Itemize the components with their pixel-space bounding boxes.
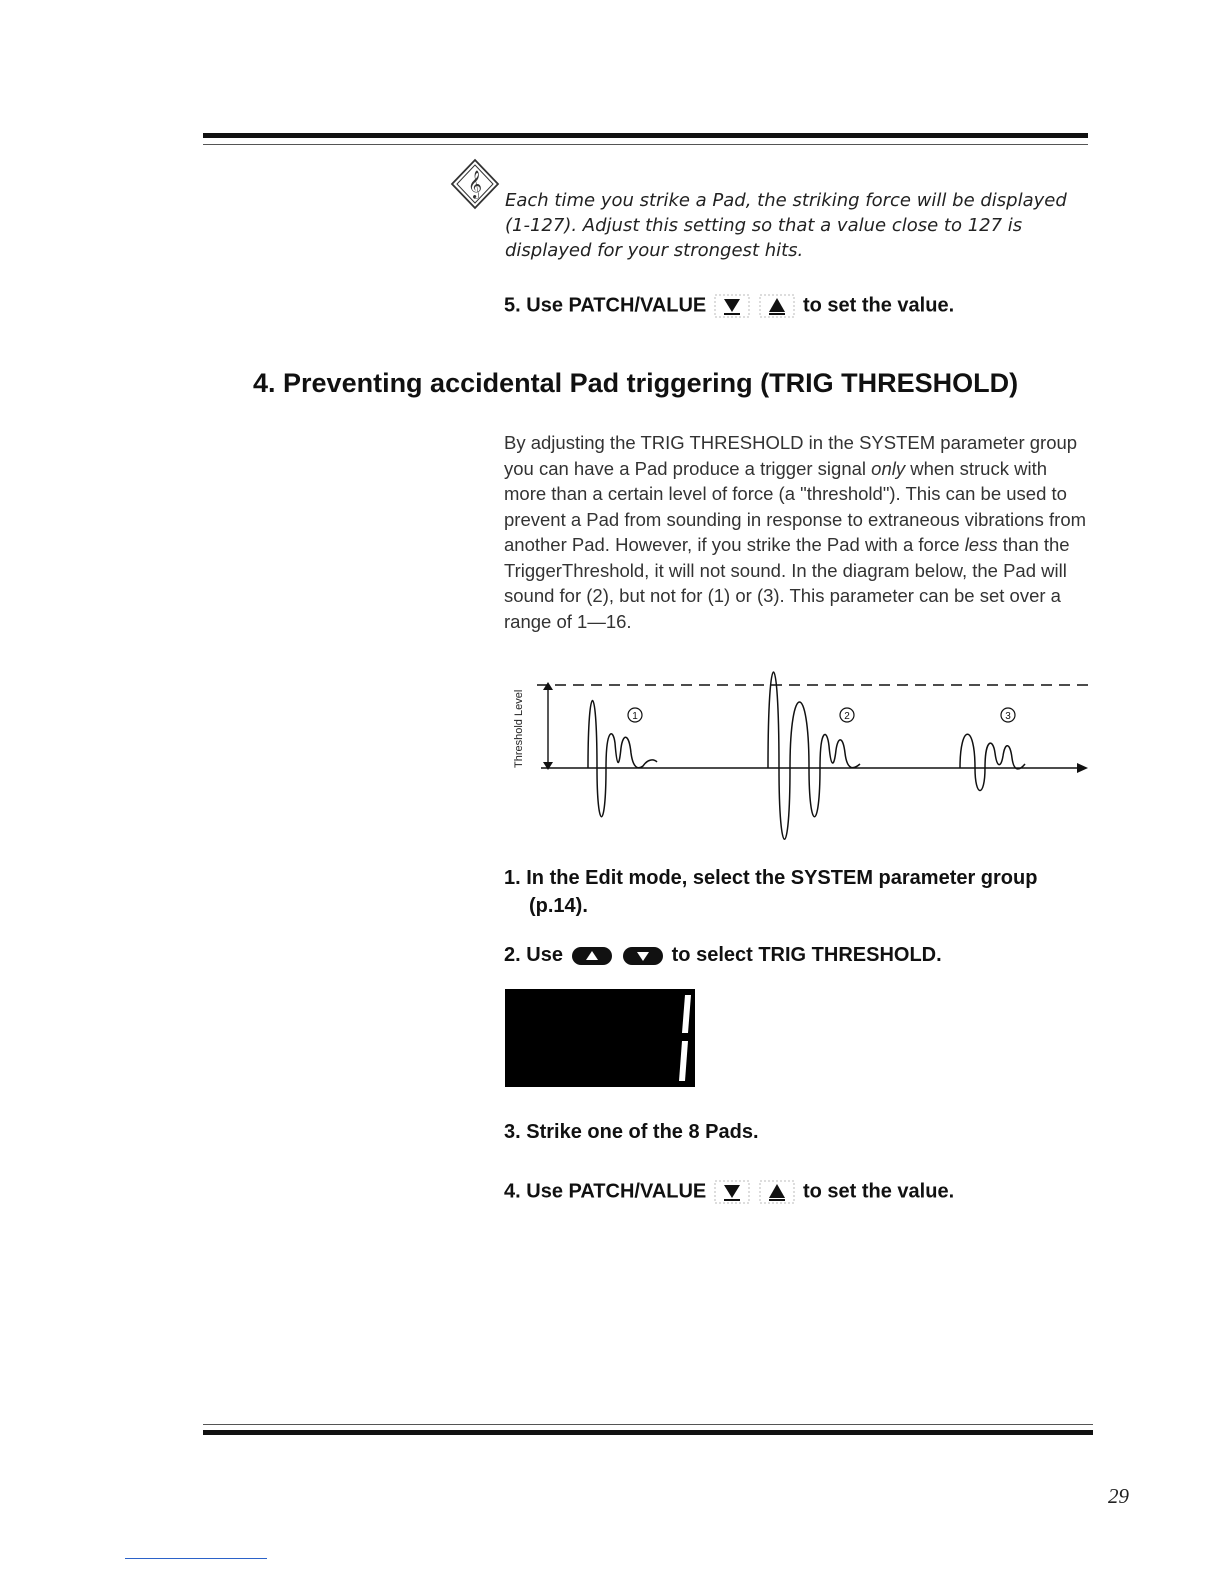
threshold-diagram [505,658,1095,850]
value-down-key-icon [714,294,750,318]
lcd-value [695,989,696,990]
note-line-1: Each time you strike a Pad, the striking force will be displayed [505,190,1067,211]
baseline-arrowhead [1077,763,1088,773]
note-line-2: (1-127). Adjust this setting so that a value close to 127 is [505,215,1023,236]
bottom-rule-thin [203,1424,1093,1425]
body-text-2: when struck with more than a certain level of force (a "threshold"). This can be used to prevent a Pad from sounding in response to extraneous vibrations from another Pad. However, if you strike the Pad with a force [504,457,1087,555]
note-text [505,188,1095,263]
value-up-key-icon [759,294,795,318]
step-2-suffix: to select TRIG THRESHOLD. [671,944,942,966]
diagram-axis-label: Threshold Level [513,689,525,768]
step-1-line-2: (p.14). [529,895,588,917]
marker-2: 2 [844,711,850,722]
marker-1: 1 [632,711,638,722]
body-emphasis-only: only [871,457,906,479]
waveform-2 [768,672,860,839]
value-up-key-icon [759,1180,795,1204]
body-emphasis-less: less [964,534,998,555]
step-1-number: 1. [504,867,521,889]
step-4-prefix: Use PATCH/VALUE [526,1180,707,1203]
step-1 [504,864,1037,920]
top-rule-thin [203,144,1088,145]
body-text-3: than the TriggerThreshold, it will not sound. In the diagram below, the Pad will sound for (2), but not for (1) or (3). This parameter can be set over a range of 1—16. [504,534,1070,632]
value-down-key-icon [714,1180,750,1204]
waveform-1 [588,701,657,817]
section-heading: 4. Preventing accidental Pad triggering (TRIG THRESHOLD) [253,368,1019,398]
step-2-number: 2. [504,944,521,966]
step-2 [504,944,942,967]
step-5-suffix: to set the value. [802,294,955,317]
top-rule [203,133,1088,138]
note-line-3: displayed for your strongest hits. [505,240,804,261]
step-2-prefix: Use [526,944,563,966]
bottom-rule [203,1430,1093,1435]
waveform-3 [960,734,1025,790]
step-5 [504,294,954,318]
step-1-line-1: In the Edit mode, select the SYSTEM parameter group [526,867,1038,889]
step-3: 3. Strike one of the 8 Pads. [504,1121,759,1143]
body-text-1: By adjusting the TRIG THRESHOLD in the SYSTEM parameter group you can have a Pad produce a trigger signal [504,432,1078,479]
step-4-suffix: to set the value. [802,1180,955,1203]
svg-text:𝄞: 𝄞 [467,170,483,198]
marker-3: 3 [1005,711,1011,722]
lcd-display [505,989,695,1087]
note-icon [450,158,500,210]
step-5-number: 5. [504,294,521,317]
step-5-prefix: Use PATCH/VALUE [526,294,707,317]
footer-line [125,1558,267,1559]
lcd-digit [505,989,695,1087]
body-paragraph [504,430,1094,634]
step-4-number: 4. [504,1180,521,1203]
page-number: 29 [1108,1484,1129,1508]
parameter-down-key-icon [622,945,664,967]
parameter-up-key-icon [571,945,613,967]
step-4 [504,1180,954,1204]
